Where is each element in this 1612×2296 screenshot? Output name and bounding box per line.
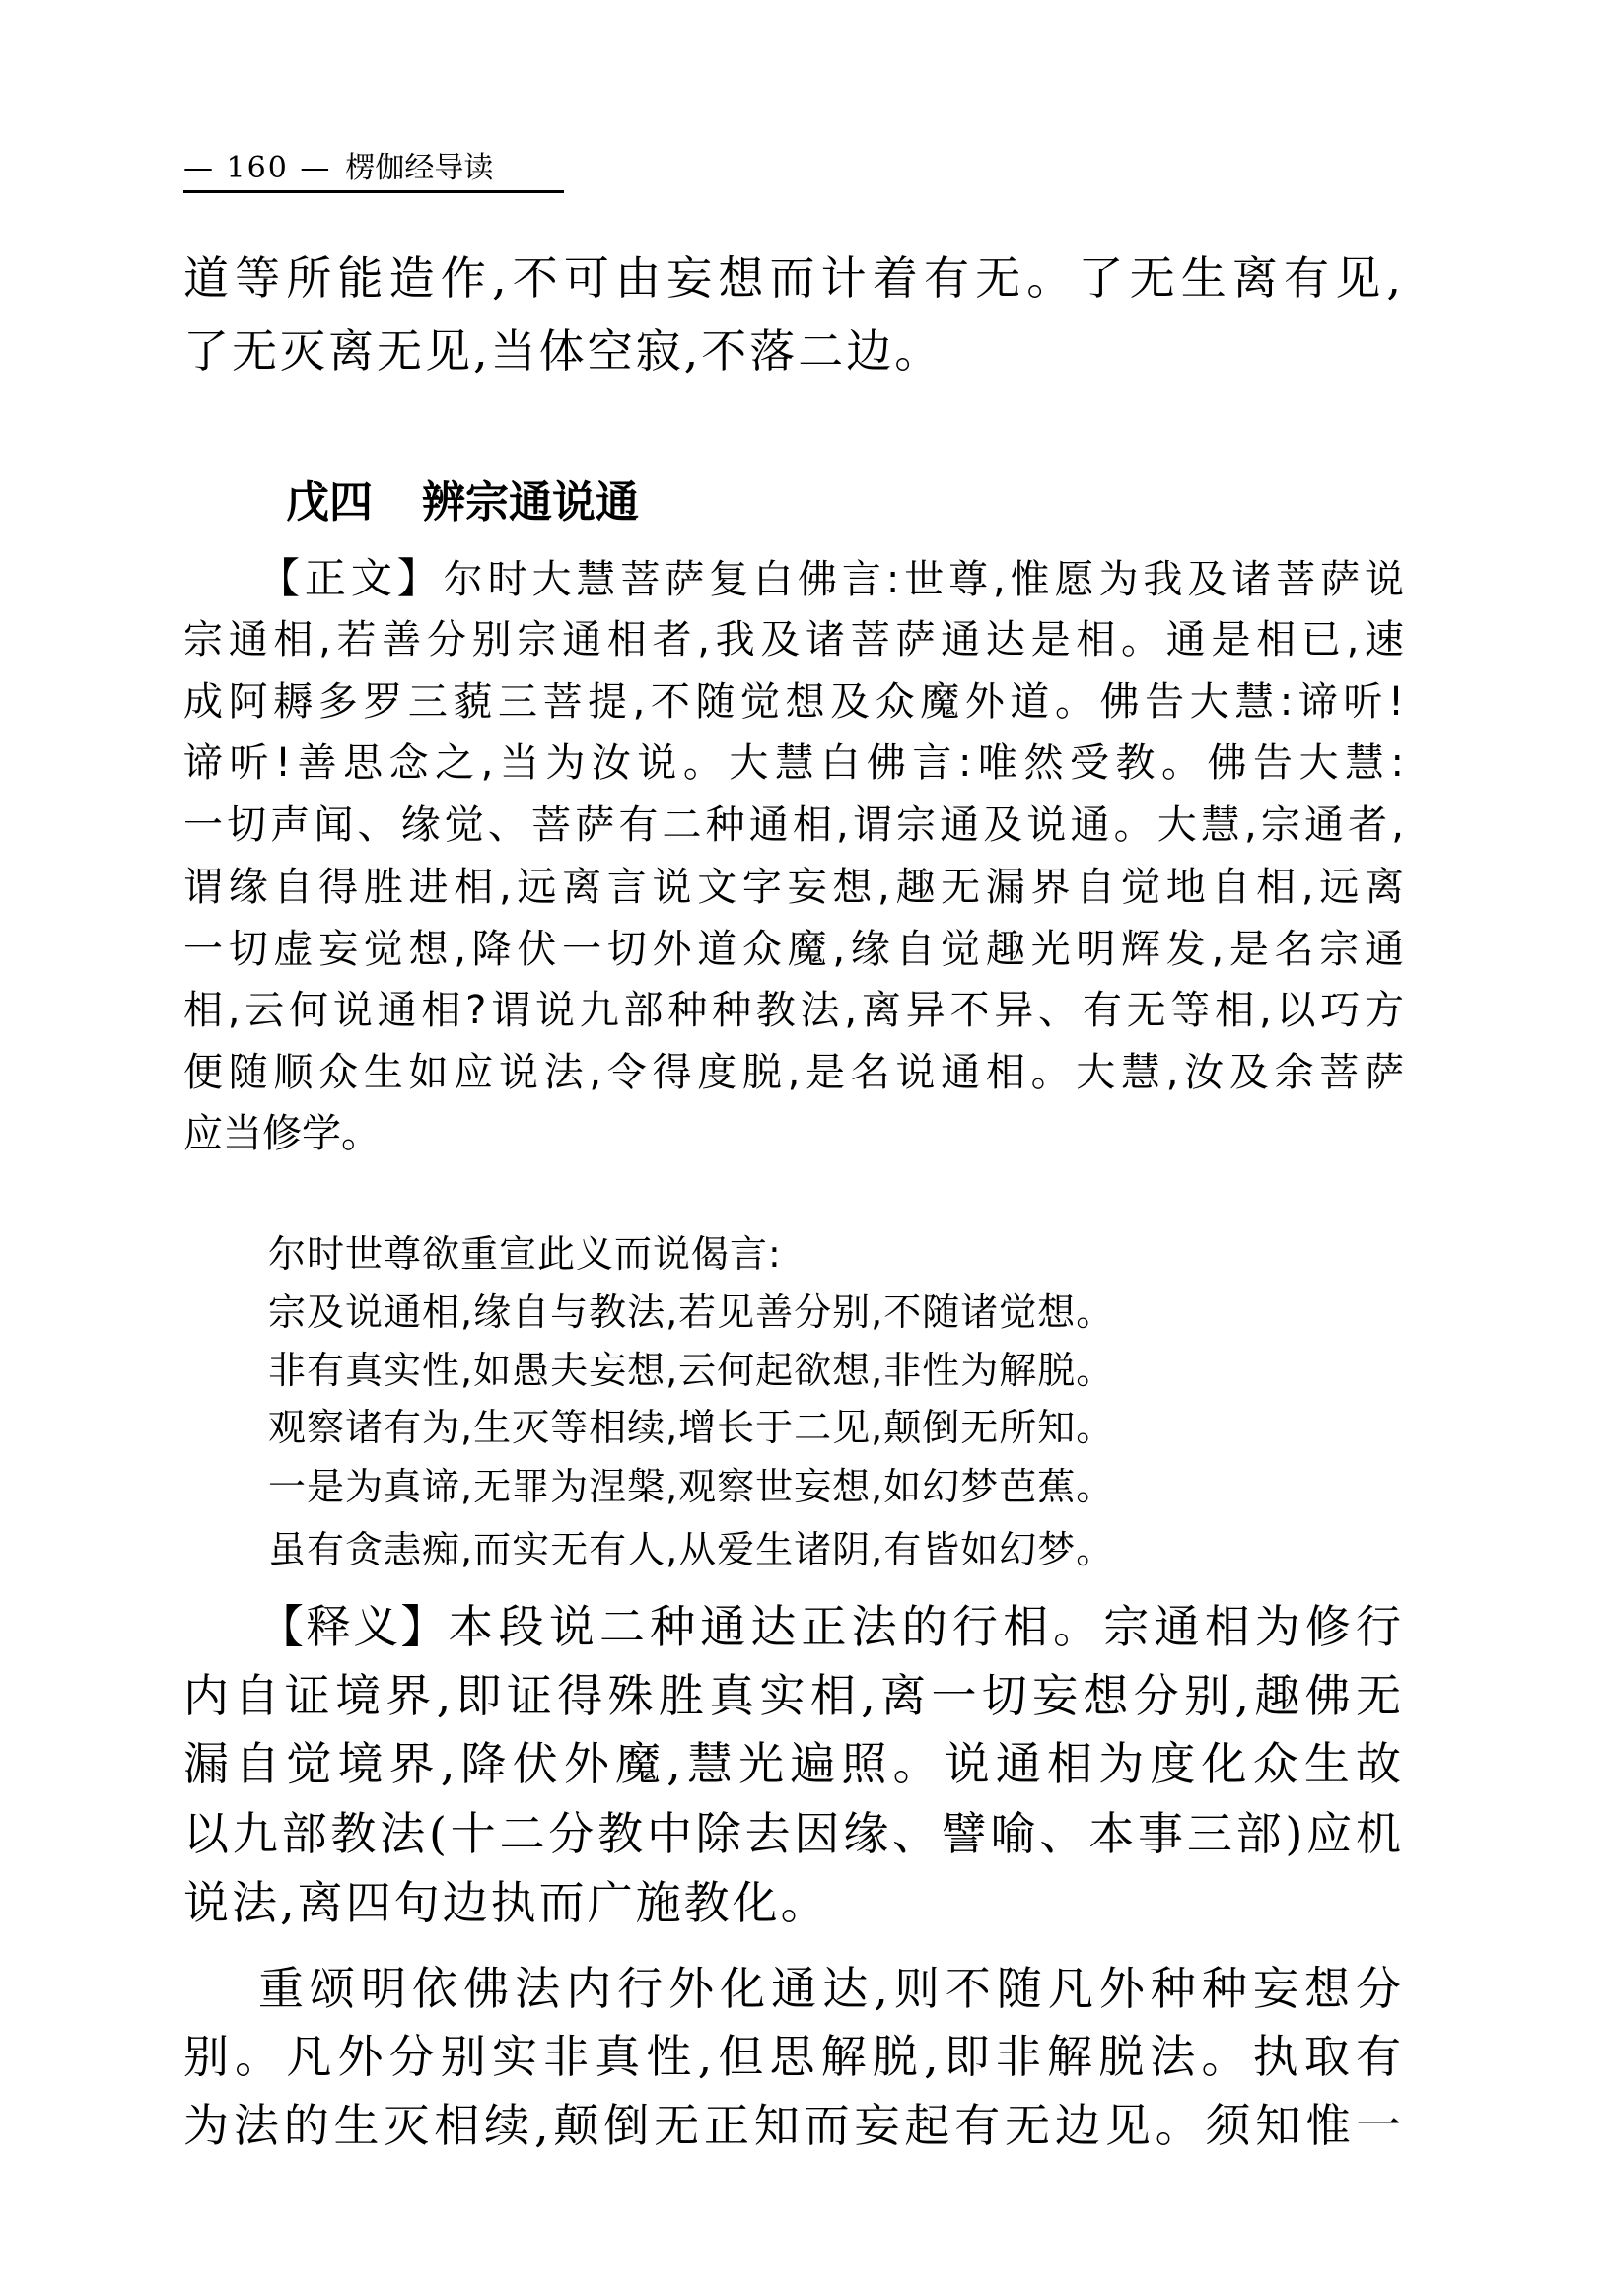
scripture-line: 成阿耨多罗三藐三菩提,不随觉想及众魔外道。佛告大慧:谛听!	[183, 679, 1404, 725]
intro-line: 了无灭离无见,当体空寂,不落二边。	[183, 324, 944, 378]
verse-intro: 尔时世尊欲重宣此义而说偈言:	[268, 1232, 782, 1276]
scripture-text: 尔时大慧菩萨复白佛言:世尊,惟愿为我及诸菩萨说	[443, 557, 1404, 602]
commentary-line: 说法,离四句边执而广施教化。	[183, 1876, 829, 1929]
scripture-line: 相,云何说通相?谓说九部种种教法,离异不异、有无等相,以巧方	[183, 988, 1404, 1033]
commentary-label: 【释义】	[258, 1600, 449, 1653]
verse-line: 一是为真谛,无罪为涅槃,观察世妄想,如幻梦芭蕉。	[268, 1465, 1115, 1508]
verse-line: 虽有贪恚痴,而实无有人,从爱生诸阴,有皆如幻梦。	[268, 1528, 1115, 1571]
scripture-line: 一切虚妄觉想,降伏一切外道众魔,缘自觉趣光明辉发,是名宗通	[183, 927, 1404, 972]
verse-line: 非有真实性,如愚夫妄想,云何起欲想,非性为解脱。	[268, 1349, 1115, 1392]
commentary-line: 为法的生灭相续,颠倒无正知而妄起有无边见。须知惟一	[183, 2099, 1404, 2152]
book-title: 楞伽经导读	[345, 151, 494, 185]
page-number: — 160 —	[183, 151, 332, 185]
intro-line: 道等所能造作,不可由妄想而计着有无。了无生离有见,	[183, 251, 1404, 305]
commentary-line: 别。凡外分别实非真性,但思解脱,即非解脱法。执取有	[183, 2030, 1404, 2083]
commentary-line: 漏自觉境界,降伏外魔,慧光遍照。说通相为度化众生故	[183, 1737, 1404, 1790]
commentary-line: 重颂明依佛法内行外化通达,则不随凡外种种妄想分	[258, 1962, 1404, 2015]
scripture-line: 便随顺众生如应说法,令得度脱,是名说通相。大慧,汝及余菩萨	[183, 1050, 1404, 1095]
verse-line: 观察诸有为,生灭等相续,增长于二见,颠倒无所知。	[268, 1406, 1115, 1449]
scripture-label: 【正文】	[258, 554, 444, 602]
running-header	[183, 148, 493, 189]
commentary-line	[258, 1597, 1404, 1656]
section-title: 辨宗通说通	[422, 477, 639, 527]
section-number: 戊四	[286, 477, 373, 527]
scripture-line: 宗通相,若善分别宗通相者,我及诸菩萨通达是相。通是相已,速	[183, 617, 1404, 662]
scripture-line: 一切声闻、缘觉、菩萨有二种通相,谓宗通及说通。大慧,宗通者,	[183, 802, 1404, 848]
scripture-line	[258, 549, 1404, 608]
scripture-line: 谓缘自得胜进相,远离言说文字妄想,趣无漏界自觉地自相,远离	[183, 865, 1404, 910]
verse-line: 宗及说通相,缘自与教法,若见善分别,不随诸觉想。	[268, 1290, 1115, 1334]
commentary-text: 本段说二种通达正法的行相。宗通相为修行	[448, 1600, 1405, 1653]
commentary-line: 以九部教法(十二分教中除去因缘、譬喻、本事三部)应机	[183, 1807, 1404, 1860]
section-heading	[286, 473, 639, 532]
commentary-line: 内自证境界,即证得殊胜真实相,离一切妄想分别,趣佛无	[183, 1669, 1404, 1722]
scripture-line: 谛听!善思念之,当为汝说。大慧白佛言:唯然受教。佛告大慧:	[183, 740, 1404, 786]
header-rule	[183, 190, 564, 193]
scripture-line: 应当修学。	[183, 1111, 381, 1156]
